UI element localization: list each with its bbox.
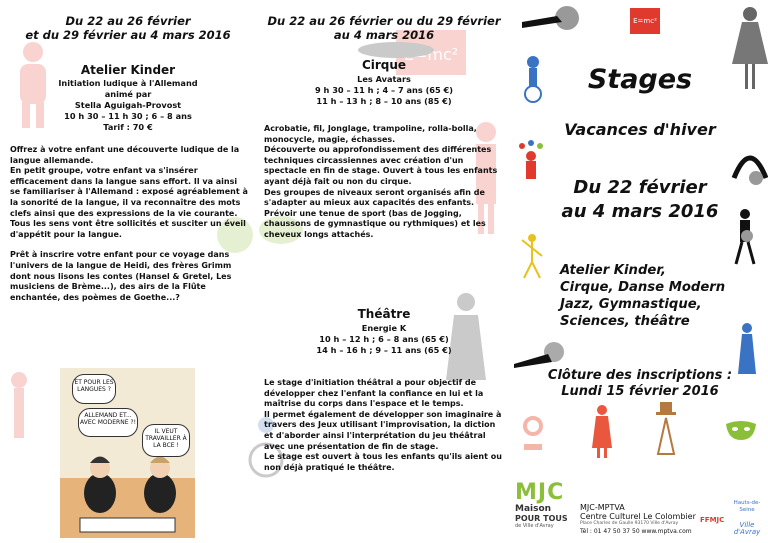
top-hat-icon [654,402,678,456]
vacances-heading: Vacances d'hiver [564,120,716,139]
theatre-title: Théâtre [357,307,411,321]
theatre-mask-icon [724,420,758,442]
kinder-info: Initiation ludique à l'Allemand animé par Stella Aguigah-Provost 10 h 30 – 11 h 30 ; 6 – 8 ans Tarif : 70 € [58,78,198,132]
cover-dates: Du 22 février au 4 mars 2016 [561,177,719,222]
speech-bubble-2: ALLEMAND ET... AVEC MODERNE ?! [78,408,138,437]
cirque-description: Acrobatie, fil, Jonglage, trampoline, rolla-bolla, monocycle, magie, échasses. Découverte ou approfondissement des différentes techniques circassiennes avec création d'un spectacle en fin de stage. Ouvert à tous les enfants ayant déjà fait ou non du cirque. Des groupes de niveaux seront organisés afin de s'adapter au mieux aux capacités des enfants. Prévoir une tenue de sport (bas de Jogging, chaussons de gymnastique ou rythmiques) et les cheveux longs attachés. [264,124,498,239]
ghost-emc2-text: E=mc² [403,45,459,64]
speech-bubble-3: IL VEUT TRAVAILLER À LA BCE ! [142,424,190,457]
footer-contact: MJC-MPTVA Centre Culturel Le Colombier Place Charles de Gaulle 93170 Ville d'Avray Tél : 01 47 50 37 50 www.mptva.com [580,503,696,535]
mjc-logo-letters: MJC [515,480,565,505]
cloture-inscriptions: Clôture des inscriptions : Lundi 15 février 2016 [547,368,733,399]
acrobat-yellow-illustration [520,232,544,282]
microscope-icon [520,414,546,454]
emc2-badge: E=mc² [630,8,660,34]
column-atelier-kinder [0,0,256,543]
column-cirque-theatre [256,0,512,543]
ffmjc-logo: FFMJC [700,516,725,524]
comic-illustration [60,368,195,538]
mjc-logo-ville: de Ville d'Avray [515,523,554,529]
gymnast-ball-illustration [512,340,572,370]
column-stages-cover [512,0,768,543]
kinder-title: Atelier Kinder [80,63,176,77]
theatre-info: Energie K 10 h – 12 h ; 6 – 8 ans (65 €) 14 h – 16 h ; 9 – 11 ans (65 €) [316,323,452,355]
activities-list: Atelier Kinder, Cirque, Danse Modern Jazz, Gymnastique, Sciences, théâtre [560,263,726,329]
speech-bubble-1: ET POUR LES LANGUES ? [72,374,116,404]
woman-red-illustration [590,404,614,460]
kinder-description: Offrez à votre enfant une découverte ludique de la langue allemande. En petit groupe, votre enfant va s'insérer efficacement dans la langue sans effort. Il va ainsi se familiariser à l'Allemand : exposé agréablement à la sonorité de la langue, il va reconnaître des mots clefs ainsi que des expressions de la vie courante. Tous les sens vont être sollicités et susciter un éveil d'appétit pour la langue. Prêt à inscrire votre enfant pour ce voyage dans l'univers de la langue de Heidi, des frères Grimm dont nous lisons les contes (Hansel & Gretel, Les musiciens de Brème...), des airs de la Flûte enchantée, des poèmes de Goethe...? [10,145,248,302]
cirque-info: Les Avatars 9 h 30 – 11 h ; 4 – 7 ans (65 €) 11 h – 13 h ; 8 – 10 ans (85 €) [314,74,453,106]
ghost-figure-left-illustration [4,370,34,460]
theatre-description: Le stage d'initiation théâtral a pour objectif de développer chez l'enfant la confiance en lui et la maîtrise du corps dans l'espace et le temps. Il permet également de développer son imaginaire à travers des Jeux utilisant l'improvisation, la diction et d'aborder ainsi l'interprétation du jeu théâtral avec une présentation de fin de stage. Le stage est ouvert à tous les enfants qu'ils aient ou non déjà pratiqué le théâtre. [264,378,502,472]
gymnast-lying-illustration [517,4,587,34]
cirque-title: Cirque [361,58,407,72]
mjc-logo-maison: Maison [515,504,552,514]
kinder-dates: Du 22 au 26 février et du 29 février au 4 mars 2016 [25,14,231,42]
partner-logos: Hauts-de-Seine Ville d'Avray [733,500,761,536]
cirque-dates: Du 22 au 26 février ou du 29 février au 4 mars 2016 [267,14,501,42]
mjc-logo [515,482,575,536]
mjc-logo-pour-tous: POUR TOUS [515,514,568,523]
stages-title: Stages [587,64,693,95]
